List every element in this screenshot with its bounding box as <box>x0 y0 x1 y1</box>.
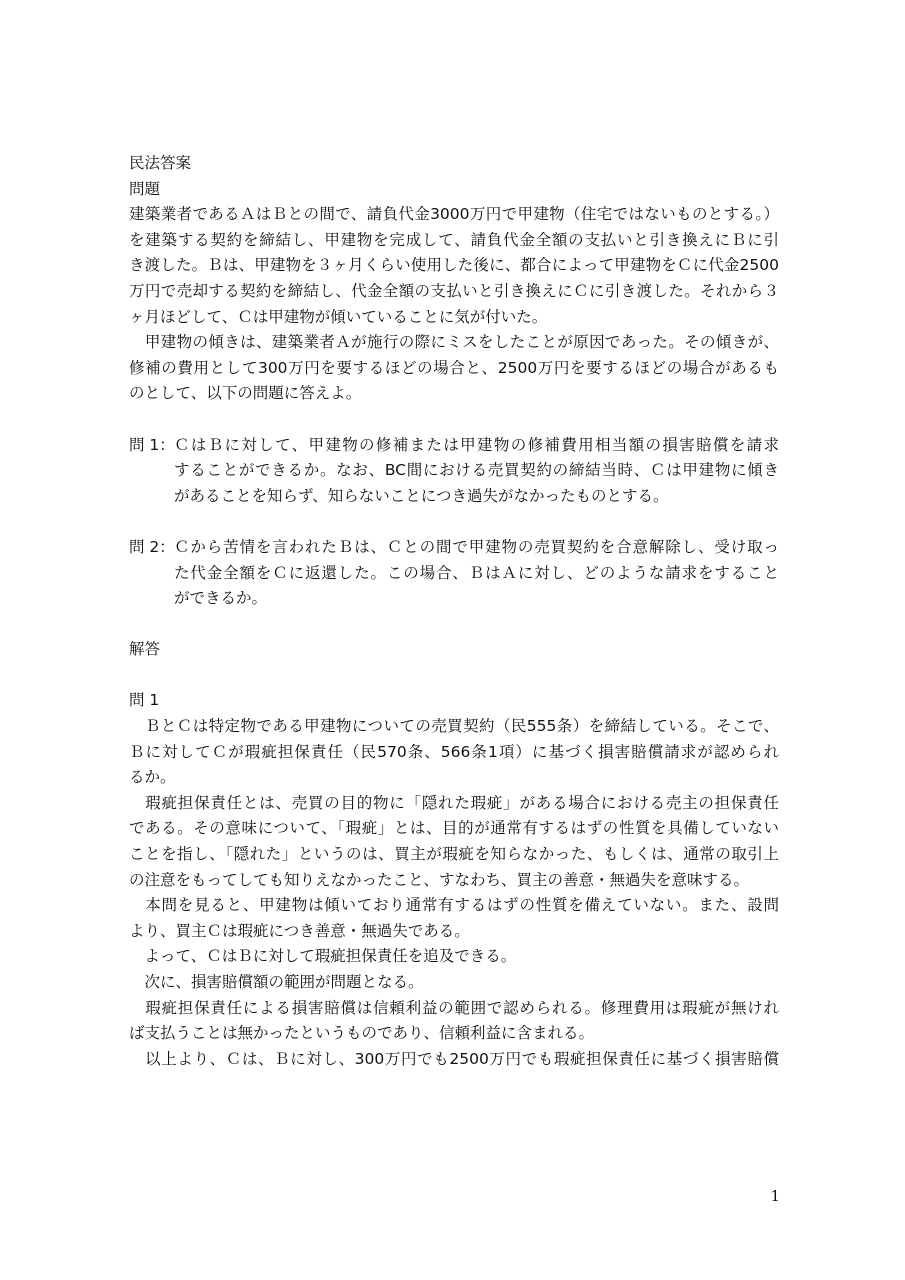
question-1-label: 問 1： <box>129 435 175 454</box>
problem-paragraph-1 <box>129 202 779 330</box>
document-title: 民法答案 <box>129 154 192 172</box>
text-line: より、買主Ｃは瑕疵につき善意・無過失である。 <box>129 921 470 940</box>
document-body <box>129 151 779 1072</box>
text-line: を建築する契約を締結し、甲建物を完成して、請負代金全額の支払いと引き換えにＢに引 <box>129 230 779 249</box>
text-line: のとして、以下の問題に答えよ。 <box>129 384 362 403</box>
spacer <box>129 509 779 535</box>
text-line: 次に、損害賠償額の範囲が問題となる。 <box>129 973 424 991</box>
text-line: た代金全額をＣに返還した。この場合、ＢはＡに対し、どのような請求をすること <box>174 563 779 582</box>
text-line: することができるか。なお、BC間における売買契約の締結当時、Ｃは甲建物に傾き <box>174 461 779 480</box>
answer-1-heading: 問 1 <box>129 691 160 710</box>
text-line: 万円で売却する契約を締結し、代金全額の支払いと引き換えにＣに引き渡した。それから３ <box>129 281 779 300</box>
question-2-label: 問 2： <box>129 537 175 556</box>
problem-paragraph-2 <box>129 330 779 407</box>
question-1 <box>129 433 779 510</box>
text-line: 以上より、Ｃは、Ｂに対し、300万円でも2500万円でも瑕疵担保責任に基づく損害賠償 <box>129 1049 779 1068</box>
answer-heading: 解答 <box>129 640 161 659</box>
text-line: Ｂに対してＣが瑕疵担保責任（民570条、566条1項）に基づく損害賠償請求が認められ <box>129 742 779 761</box>
text-line: 瑕疵担保責任とは、売買の目的物に「隠れた瑕疵」がある場合における売主の担保責任 <box>129 793 779 812</box>
text-line: ＢとＣは特定物である甲建物についての売買契約（民555条）を締結している。そこで、 <box>129 717 779 736</box>
spacer <box>129 407 779 433</box>
text-line: よって、ＣはＢに対して瑕疵担保責任を追及できる。 <box>129 947 517 966</box>
problem-heading: 問題 <box>129 179 161 198</box>
text-line: 瑕疵担保責任による損害賠償は信頼利益の範囲で認められる。修理費用は瑕疵が無けれ <box>129 998 779 1017</box>
question-2-body <box>174 535 779 612</box>
text-line: 本問を見ると、甲建物は傾いており通常有するはずの性質を備えていない。また、設問 <box>129 896 779 915</box>
text-line: き渡した。Ｂは、甲建物を３ヶ月くらい使用した後に、都合によって甲建物をＣに代金2500 <box>129 256 779 275</box>
text-line: である。その意味について、「瑕疵」とは、目的が通常有するはずの性質を具備していない <box>129 819 779 838</box>
text-line: るか。 <box>129 768 176 787</box>
text-line: があることを知らず、知らないことにつき過失がなかったものとする。 <box>174 486 669 505</box>
text-line: ができるか。 <box>174 589 268 608</box>
page-number: 1 <box>770 1187 780 1205</box>
text-line: Ｃから苦情を言われたＢは、Ｃとの間で甲建物の売買契約を合意解除し、受け取っ <box>174 537 779 556</box>
text-line: ヶ月ほどして、Ｃは甲建物が傾いていることに気が付いた。 <box>129 307 548 326</box>
question-2 <box>129 535 779 612</box>
text-line: 甲建物の傾きは、建築業者Ａが施行の際にミスをしたことが原因であった。その傾きが、 <box>129 333 779 352</box>
text-line: ば支払うことは無かったというものであり、信頼利益に含まれる。 <box>129 1024 595 1043</box>
text-line: ことを指し、「隠れた」というのは、買主が瑕疵を知らなかった、もしくは、通常の取引上 <box>129 845 779 864</box>
text-line: 建築業者であるＡはＢとの間で、請負代金3000万円で甲建物（住宅ではないものとする。） <box>129 205 779 224</box>
text-line: ＣはＢに対して、甲建物の修補または甲建物の修補費用相当額の損害賠償を請求 <box>174 435 779 454</box>
text-line: 修補の費用として300万円を要するほどの場合と、2500万円を要するほどの場合があるも <box>129 358 779 377</box>
question-1-body <box>174 433 779 510</box>
spacer <box>129 612 779 638</box>
text-line: の注意をもってしても知りえなかったこと、すなわち、買主の善意・無過失を意味する。 <box>129 870 750 889</box>
spacer <box>129 663 779 689</box>
answer-1-body <box>129 714 779 1072</box>
